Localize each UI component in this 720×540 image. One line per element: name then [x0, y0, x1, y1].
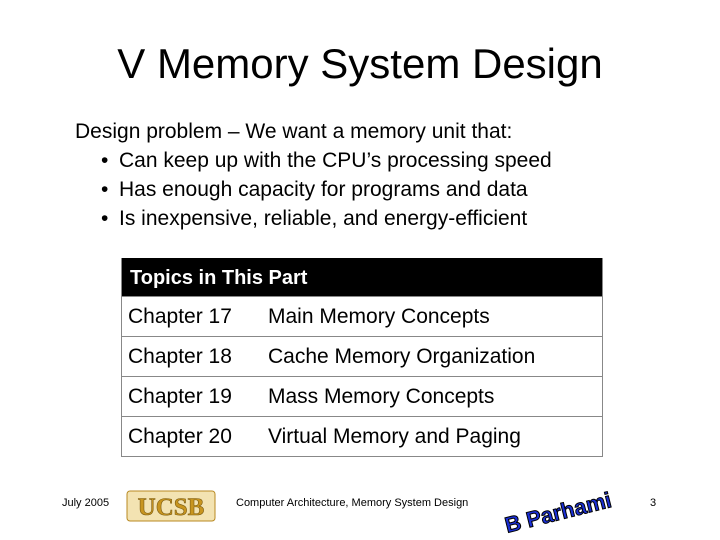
intro-lead: Design problem – We want a memory unit that:	[75, 120, 513, 143]
topics-table	[121, 258, 603, 457]
topic-row	[122, 296, 602, 336]
requirement-text: Has enough capacity for programs and data	[119, 178, 528, 201]
chapter-number: Chapter 17	[128, 305, 232, 328]
chapter-title: Virtual Memory and Paging	[268, 425, 521, 448]
chapter-title: Cache Memory Organization	[268, 345, 536, 368]
requirement-item	[75, 175, 552, 204]
intro-block	[75, 117, 552, 233]
footer-course: Computer Architecture, Memory System Design	[236, 497, 469, 509]
bullet-icon: •	[101, 178, 109, 201]
requirement-item	[75, 146, 552, 175]
topics-header: Topics in This Part	[122, 258, 602, 296]
bullet-icon: •	[101, 149, 109, 172]
slide-title: V Memory System Design	[117, 40, 603, 87]
parhami-logo	[502, 486, 614, 538]
topic-row	[122, 336, 602, 376]
chapter-title: Main Memory Concepts	[268, 305, 490, 328]
bullet-icon: •	[101, 207, 109, 230]
requirement-text: Can keep up with the CPU’s processing speed	[119, 149, 552, 172]
footer-date: July 2005	[62, 497, 110, 509]
requirement-text: Is inexpensive, reliable, and energy-efficient	[119, 207, 528, 230]
requirement-item	[75, 204, 552, 233]
chapter-number: Chapter 20	[128, 425, 232, 448]
topic-row	[122, 376, 602, 416]
ucsb-logo-text: UCSB	[137, 494, 205, 521]
chapter-number: Chapter 19	[128, 385, 232, 408]
requirement-list	[75, 146, 552, 233]
chapter-title: Mass Memory Concepts	[268, 385, 495, 408]
ucsb-logo	[126, 488, 216, 524]
chapter-number: Chapter 18	[128, 345, 232, 368]
parhami-logo-text: B Parhami	[502, 487, 614, 538]
page-number: 3	[650, 497, 657, 509]
topic-row	[122, 416, 602, 456]
